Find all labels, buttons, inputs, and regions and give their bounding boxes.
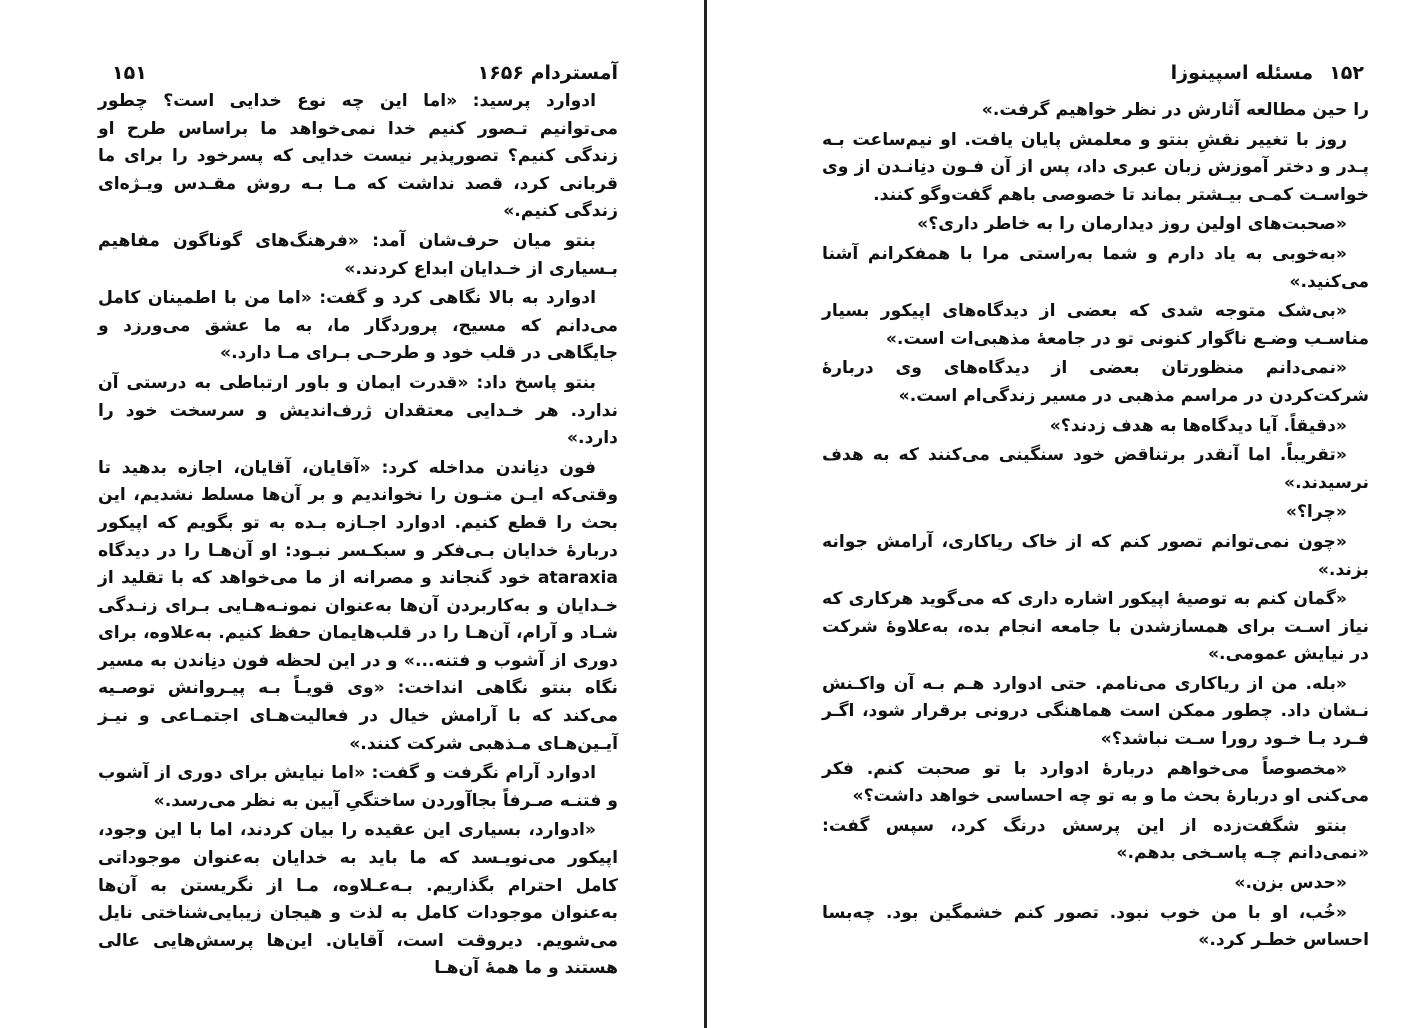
running-title: مسئله اسپینوزا	[1170, 62, 1314, 84]
paragraph: «چون نمی‌توانم تصور کنم که از خاک ریاکاری، آرامش جوانه بزند.»	[822, 531, 1369, 580]
paragraph: ادوارد پرسید: «اما این چه نوع خدایی است؟ چطور می‌توانیم تـصور کنیم خدا نمی‌خواهد ما براساس طرح او زندگی کنیم؟ تصورپذیر نیست خدایی که پسرخود را برای ما قربانی کرد، قصد نداشت که مـا بـه روش مقـدس ویـژه‌ای زندگی کنیم.»	[98, 91, 618, 222]
left-page	[0, 0, 704, 1028]
paragraph: «تقریباً. اما آنقدر برتناقض خود سنگینی می‌کنند که به هدف نرسیدند.»	[822, 445, 1369, 493]
paragraph: «بله. من از ریاکاری می‌نامم. حتی ادوارد هـم بـه آن واکـنش نـشان داد. چطور ممکن است هماهنگی درونی برقرار شود، اگـر فـرد بـا خـود رورا سـت نباشد؟»	[822, 673, 1369, 750]
paragraph: «صحبت‌های اولین روز دیدارمان را به خاطر داری؟»	[917, 214, 1347, 235]
paragraph: «دقیقاً. آیا دیدگاه‌ها به هدف زدند؟»	[1049, 415, 1347, 436]
paragraph: «حدس بزن.»	[1234, 873, 1347, 894]
paragraph: «نمی‌دانم منظورتان بعضی از دیدگاه‌های وی دربارهٔ شرکت‌کردن در مراسم مذهبی در مسیر زندگی‌ام است.»	[822, 358, 1369, 406]
page-number: ۱۵۱	[112, 62, 147, 84]
paragraph: فون دنِاندن مداخله کرد: «آقایان، آقایان، اجازه بدهید تا وقتی‌که ایـن متـون را نخواندیم و بر آن‌ها مسلط نشدیم، این بحث را قطع کنیم. ادوارد اجـازه بـده به تو بگویم که اپیکور دربارهٔ خدایان بـی‌فکر و سبکـسر نبـود: او آن‌هـا را در دیدگاه ataraxia خود گنجاند و مصرانه از ما می‌خواهد که با تقلید از خـدایان و به‌کاربردن آن‌ها به‌عنوان نمونـه‌هـایی بـرای زنـدگی شـاد و آرام، آن‌هـا را در قلب‌هایمان حفظ کنیم. به‌علاوه، برای دوری از آشوب و فتنه...» و در این لحظه فون دنِاندن به مسیر نگاه بنتو نگاهی انداخت: «وی قویـاً بـه پیـروانش توصـیه می‌کند که با آرامش خیال در فعالیت‌هـای اجتمـاعی و نیـز آیـین‌هـای مـذهبی شرکت کنند.»	[98, 457, 618, 754]
right-page-header	[1152, 56, 1364, 90]
paragraph: «مخصوصاً می‌خواهم دربارهٔ ادوارد با تو صحبت کنم. فکر می‌کنی او دربارهٔ بحث ما و به تو چه احساسی خواهد داشت؟»	[822, 758, 1369, 807]
paragraph: «گمان کنم به توصیهٔ اپیکور اشاره داری که می‌گوید هرکاری که نیاز اسـت برای همسازشدن با جامعه انجام بده، به‌علاوهٔ شرکت در نیایش عمومی.»	[822, 589, 1369, 665]
paragraph: «ادوارد، بسیاری این عقیده را بیان کردند، اما با این وجود، اپیکور می‌نویـسد که ما باید به خدایان به‌عنوان موجوداتی کامل احترام بگذاریم. بـه‌عـلاوه، مـا از نگریستن به آن‌ها به‌عنوان موجودات کامل به لذت و هیجان زیبایی‌شناختی نایل می‌شویم. دیروقت است، آقایان. این‌ها پرسش‌هایی عالی هستند و ما همهٔ آن‌هـا	[98, 820, 618, 979]
paragraph: ادوارد به بالا نگاهی کرد و گفت: «اما من با اطمینان کامل می‌دانم که مسیح، پروردگار ما، به ما عشق می‌ورزد و جایگاهی در قلب خود و طرحـی بـرای مـا دارد.»	[98, 288, 618, 364]
left-page-header	[96, 56, 618, 90]
paragraph: «خُب، او با من خوب نبود. تصور کنم خشمگین بود. چه‌بسا احساس خطـر کرد.»	[822, 902, 1369, 951]
paragraph: را حین مطالعه آثارش در نظر خواهیم گرفت.»	[981, 100, 1369, 120]
paragraph: ادوارد آرام نگرفت و گفت: «اما نیایش برای دوری از آشوب و فتنـه صـرفاً بجاآوردن ساختگیِ آیین به نظر می‌رسد.»	[98, 763, 618, 811]
page-number: ۱۵۲	[1329, 62, 1364, 84]
paragraph: «چرا؟»	[1285, 502, 1347, 523]
right-page	[707, 0, 1410, 1028]
paragraph: بنتو میان حرف‌شان آمد: «فرهنگ‌های گوناگون مفاهیم بـسیاری از خـدایان ابداع کردند.»	[98, 230, 618, 279]
paragraph: «بی‌شک متوجه شدی که بعضی از دیدگاه‌های اپیکور بسیار مناسـب وضـع ناگوار کنونی تو در جامعهٔ مذهبی‌ات است.»	[822, 301, 1369, 349]
right-page-body	[822, 97, 1369, 957]
paragraph: «به‌خوبی به یاد دارم و شما به‌راستی مرا با همفکرانم آشنا می‌کنید.»	[822, 243, 1369, 292]
left-page-body	[98, 88, 618, 985]
paragraph: بنتو پاسخ داد: «قدرت ایمان و باور ارتباطی به درستی آن ندارد. هر خـدایی معتقدان ژرف‌اندیش و سرسخت خود را دارد.»	[98, 372, 618, 449]
paragraph: روز با تغییر نقشِ بنتو و معلمش پایان یافت. او نیم‌ساعت بـه پـدر و دختر آموزش زبان عبری داد، پس از آن فـون دنِانـدن از وی خواسـت کمـی بیـشتر بماند تا خصوصی باهم گفت‌وگو کنند.	[822, 129, 1369, 205]
paragraph: بنتو شگفت‌زده از این پرسش درنگ کرد، سپس گفت: «نمی‌دانم چـه پاسـخی بدهم.»	[822, 815, 1369, 864]
running-title: آمستردام ۱۶۵۶	[477, 62, 618, 84]
